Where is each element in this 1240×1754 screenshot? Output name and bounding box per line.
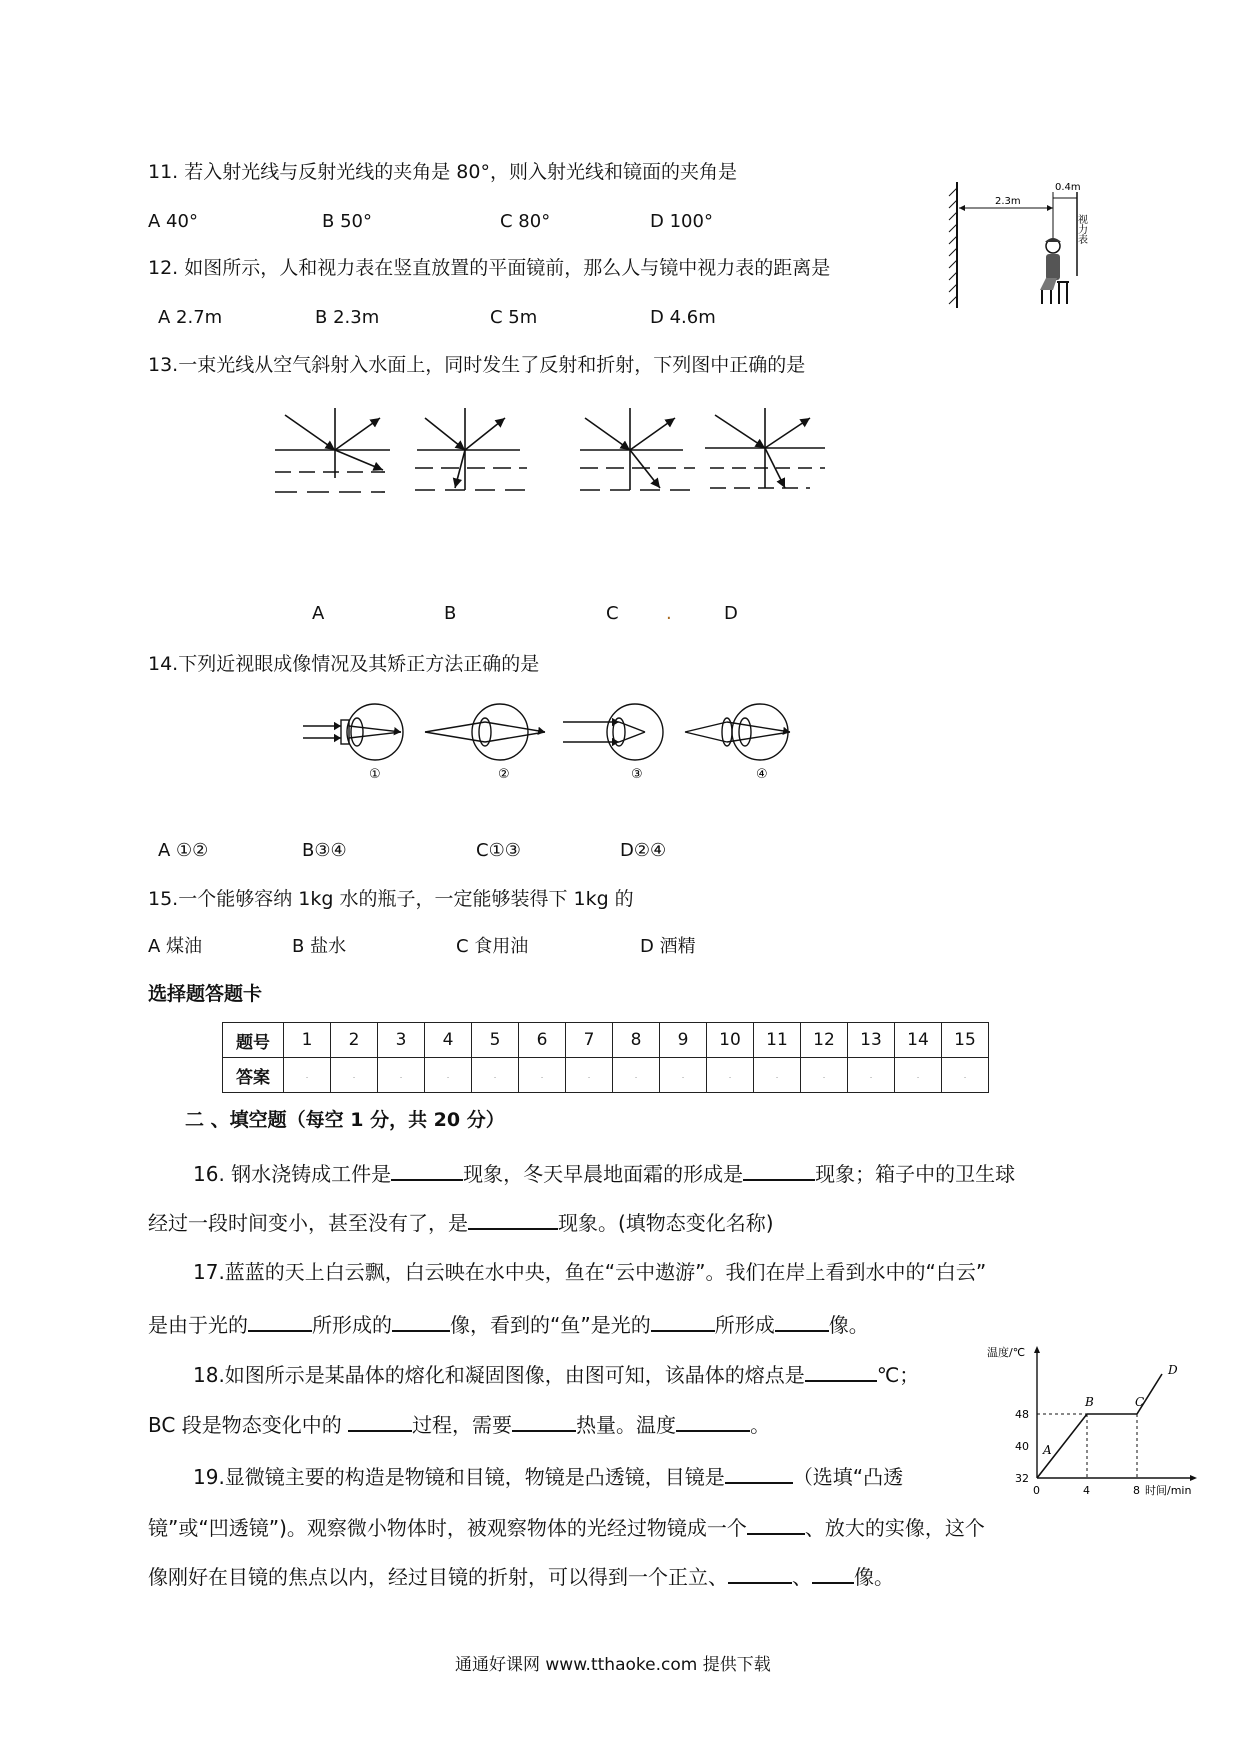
q12-stem: 12. 如图所示，人和视力表在竖直放置的平面镜前，那么人与镜中视力表的距离是 — [148, 257, 831, 279]
q14-eye-1 — [303, 704, 403, 760]
q18-blank-1[interactable] — [805, 1362, 877, 1382]
q18-text-3: BC 段是物态变化中的 — [148, 1413, 342, 1437]
q14-eye-2 — [425, 704, 545, 760]
q14-label-2: ② — [498, 767, 510, 782]
q18-text-1: 18.如图所示是某晶体的熔化和凝固图像，由图可知，该晶体的熔点是 — [193, 1363, 805, 1387]
cell-number: 3 — [378, 1023, 425, 1058]
answer-card-title: 选择题答题卡 — [148, 983, 263, 1005]
cell-number: 14 — [895, 1023, 942, 1058]
cell-number: 5 — [472, 1023, 519, 1058]
q15-stem: 15.一个能够容纳 1kg 水的瓶子，一定能够装得下 1kg 的 — [148, 888, 634, 910]
q19-blank-3[interactable] — [728, 1564, 792, 1584]
q14-option-a: A ①② — [158, 840, 209, 861]
q19-text-6: 、 — [792, 1565, 812, 1589]
q17-blank-4[interactable] — [775, 1312, 829, 1332]
q16-line1 — [193, 1161, 1015, 1184]
y-tick-label: 48 — [1015, 1408, 1029, 1421]
q19-text-1: 19.显微镜主要的构造是物镜和目镜，物镜是凸透镜，目镜是 — [193, 1465, 725, 1489]
q19-text-5: 像刚好在目镜的焦点以内，经过目镜的折射，可以得到一个正立、 — [148, 1565, 728, 1589]
q15-option-c: C 食用油 — [456, 936, 529, 957]
q17-blank-3[interactable] — [651, 1312, 715, 1332]
q15-option-a: A 煤油 — [148, 936, 203, 957]
q11-option-c: C 80° — [500, 211, 551, 232]
q18-text-5: 热量。温度 — [576, 1413, 677, 1437]
melting-chart — [975, 1348, 1205, 1498]
q14-option-c: C①③ — [476, 840, 521, 861]
cell-answer[interactable]: . — [707, 1058, 754, 1093]
q19-text-7: 像。 — [854, 1565, 894, 1589]
cell-number: 2 — [331, 1023, 378, 1058]
answer-card-table — [222, 1022, 989, 1093]
q14-option-b: B③④ — [302, 840, 347, 861]
q13-option-d: D — [724, 603, 738, 624]
q11-option-d: D 100° — [650, 211, 713, 232]
q16-text-5: 现象。(填物态变化名称) — [558, 1211, 774, 1235]
q16-blank-3[interactable] — [468, 1210, 558, 1230]
q13-stem: 13.一束光线从空气斜射入水面上，同时发生了反射和折射，下列图中正确的是 — [148, 354, 806, 376]
q13-figure-c — [580, 408, 695, 490]
cell-answer[interactable]: . — [519, 1058, 566, 1093]
cell-answer[interactable]: . — [331, 1058, 378, 1093]
q19-text-4: 、放大的实像，这个 — [804, 1516, 985, 1540]
q15-option-b: B 盐水 — [292, 936, 347, 957]
x-tick-label: 0 — [1033, 1484, 1040, 1497]
x-axis-label: 时间/min — [1145, 1484, 1192, 1497]
answer-card-header-number: 题号 — [223, 1023, 284, 1058]
q17-text-4: 所形成 — [714, 1313, 775, 1337]
q13-figures — [265, 400, 845, 500]
cell-answer[interactable]: . — [613, 1058, 660, 1093]
q14-eye-4 — [685, 704, 790, 760]
q17-text-3: 像，看到的“鱼”是光的 — [450, 1313, 651, 1337]
q12-option-c: C 5m — [490, 307, 538, 328]
cell-number: 8 — [613, 1023, 660, 1058]
q15-option-d: D 酒精 — [640, 936, 696, 957]
answer-card-header-answer: 答案 — [223, 1058, 284, 1093]
y-axis-arrow — [1034, 1346, 1040, 1353]
q12-option-d: D 4.6m — [650, 307, 716, 328]
q13-option-dot: . — [666, 603, 672, 624]
q19-text-2: （选填“凸透 — [792, 1465, 904, 1489]
cell-answer[interactable]: . — [284, 1058, 331, 1093]
q11-stem: 11. 若入射光线与反射光线的夹角是 80°，则入射光线和镜面的夹角是 — [148, 161, 737, 183]
q16-text-3: 现象；箱子中的卫生球 — [815, 1162, 1016, 1186]
x-axis-arrow — [1190, 1475, 1197, 1481]
point-label-a: A — [1043, 1443, 1052, 1457]
q11-option-b: B 50° — [322, 211, 372, 232]
footer-text: 通通好课网 www.tthaoke.com 提供下载 — [455, 1655, 771, 1675]
q18-blank-4[interactable] — [676, 1412, 750, 1432]
q13-figure-b — [415, 408, 527, 490]
point-label-d: D — [1168, 1363, 1178, 1377]
q12-figure — [945, 178, 1095, 313]
cell-answer[interactable]: . — [378, 1058, 425, 1093]
q12-label-b: 0.4m — [1055, 182, 1081, 193]
cell-number: 11 — [754, 1023, 801, 1058]
cell-number: 15 — [942, 1023, 989, 1058]
q16-text-1: 16. 钢水浇铸成工件是 — [193, 1162, 392, 1186]
q18-blank-2[interactable] — [348, 1412, 412, 1432]
q13-figure-d — [705, 408, 825, 488]
q19-text-3: 镜”或“凹透镜”)。观察微小物体时，被观察物体的光经过物镜成一个 — [148, 1516, 747, 1540]
q16-line2 — [148, 1210, 774, 1233]
q19-line3 — [148, 1564, 894, 1587]
series-line — [1037, 1374, 1162, 1478]
q14-label-3: ③ — [631, 767, 643, 782]
cell-number: 12 — [801, 1023, 848, 1058]
q19-line1 — [193, 1464, 903, 1487]
q16-text-2: 现象，冬天早晨地面霜的形成是 — [463, 1162, 744, 1186]
y-tick-label: 32 — [1015, 1472, 1029, 1485]
cell-number: 7 — [566, 1023, 613, 1058]
cell-number: 10 — [707, 1023, 754, 1058]
q14-label-1: ① — [369, 767, 381, 782]
cell-answer[interactable]: . — [566, 1058, 613, 1093]
q16-text-4: 经过一段时间变小，甚至没有了，是 — [148, 1211, 468, 1235]
cell-answer[interactable]: . — [472, 1058, 519, 1093]
x-tick-label: 4 — [1083, 1484, 1090, 1497]
answer-card-row-answers — [223, 1058, 989, 1093]
q18-line2 — [148, 1412, 770, 1435]
q12-chart-label: 视力表 — [1075, 214, 1087, 244]
q11-option-a: A 40° — [148, 211, 198, 232]
q14-eye-3 — [563, 704, 663, 760]
cell-answer[interactable]: . — [895, 1058, 942, 1093]
cell-number: 1 — [284, 1023, 331, 1058]
q19-blank-4[interactable] — [812, 1564, 854, 1584]
q12-label-a: 2.3m — [995, 196, 1021, 207]
q17-blank-1[interactable] — [248, 1312, 312, 1332]
answer-card-row-numbers — [223, 1023, 989, 1058]
cell-number: 4 — [425, 1023, 472, 1058]
q18-text-4: 过程，需要 — [412, 1413, 513, 1437]
q17-line1: 17.蓝蓝的天上白云飘，白云映在水中央，鱼在“云中遨游”。我们在岸上看到水中的“白云” — [193, 1260, 987, 1284]
q17-text-1: 是由于光的 — [148, 1313, 248, 1337]
q17-blank-2[interactable] — [392, 1312, 450, 1332]
point-label-b: B — [1085, 1395, 1094, 1409]
y-axis-label: 温度/℃ — [987, 1346, 1026, 1359]
cell-answer[interactable]: . — [848, 1058, 895, 1093]
cell-number: 6 — [519, 1023, 566, 1058]
q16-blank-1[interactable] — [391, 1161, 463, 1181]
q14-option-d: D②④ — [620, 840, 667, 861]
cell-answer[interactable]: . — [425, 1058, 472, 1093]
q17-text-5: 像。 — [828, 1313, 869, 1337]
q13-figure-a — [275, 408, 390, 492]
cell-number: 13 — [848, 1023, 895, 1058]
q13-option-b: B — [444, 603, 457, 624]
section2-title: 二 、填空题（每空 1 分，共 20 分） — [185, 1109, 505, 1131]
cell-answer[interactable]: . — [754, 1058, 801, 1093]
q19-blank-1[interactable] — [725, 1464, 793, 1484]
q18-text-2: ℃； — [876, 1363, 920, 1387]
q18-text-6: 。 — [750, 1413, 771, 1437]
q12-option-b: B 2.3m — [315, 307, 380, 328]
q14-label-4: ④ — [756, 767, 768, 782]
y-tick-label: 40 — [1015, 1440, 1029, 1453]
cell-answer[interactable]: . — [942, 1058, 989, 1093]
q13-option-a: A — [312, 603, 325, 624]
x-tick-label: 8 — [1133, 1484, 1140, 1497]
cell-answer[interactable]: . — [660, 1058, 707, 1093]
q17-text-2: 所形成的 — [312, 1313, 392, 1337]
cell-answer[interactable]: . — [801, 1058, 848, 1093]
q14-stem: 14.下列近视眼成像情况及其矫正方法正确的是 — [148, 653, 540, 675]
point-label-c: C — [1135, 1395, 1145, 1409]
q19-line2 — [148, 1515, 985, 1538]
q14-figures — [295, 700, 815, 790]
q17-line2 — [148, 1312, 869, 1335]
q18-blank-3[interactable] — [512, 1412, 576, 1432]
q12-option-a: A 2.7m — [158, 307, 223, 328]
q18-line1 — [193, 1362, 919, 1385]
q19-blank-2[interactable] — [747, 1515, 805, 1535]
q16-blank-2[interactable] — [743, 1161, 815, 1181]
q13-option-c: C — [606, 603, 619, 624]
cell-number: 9 — [660, 1023, 707, 1058]
